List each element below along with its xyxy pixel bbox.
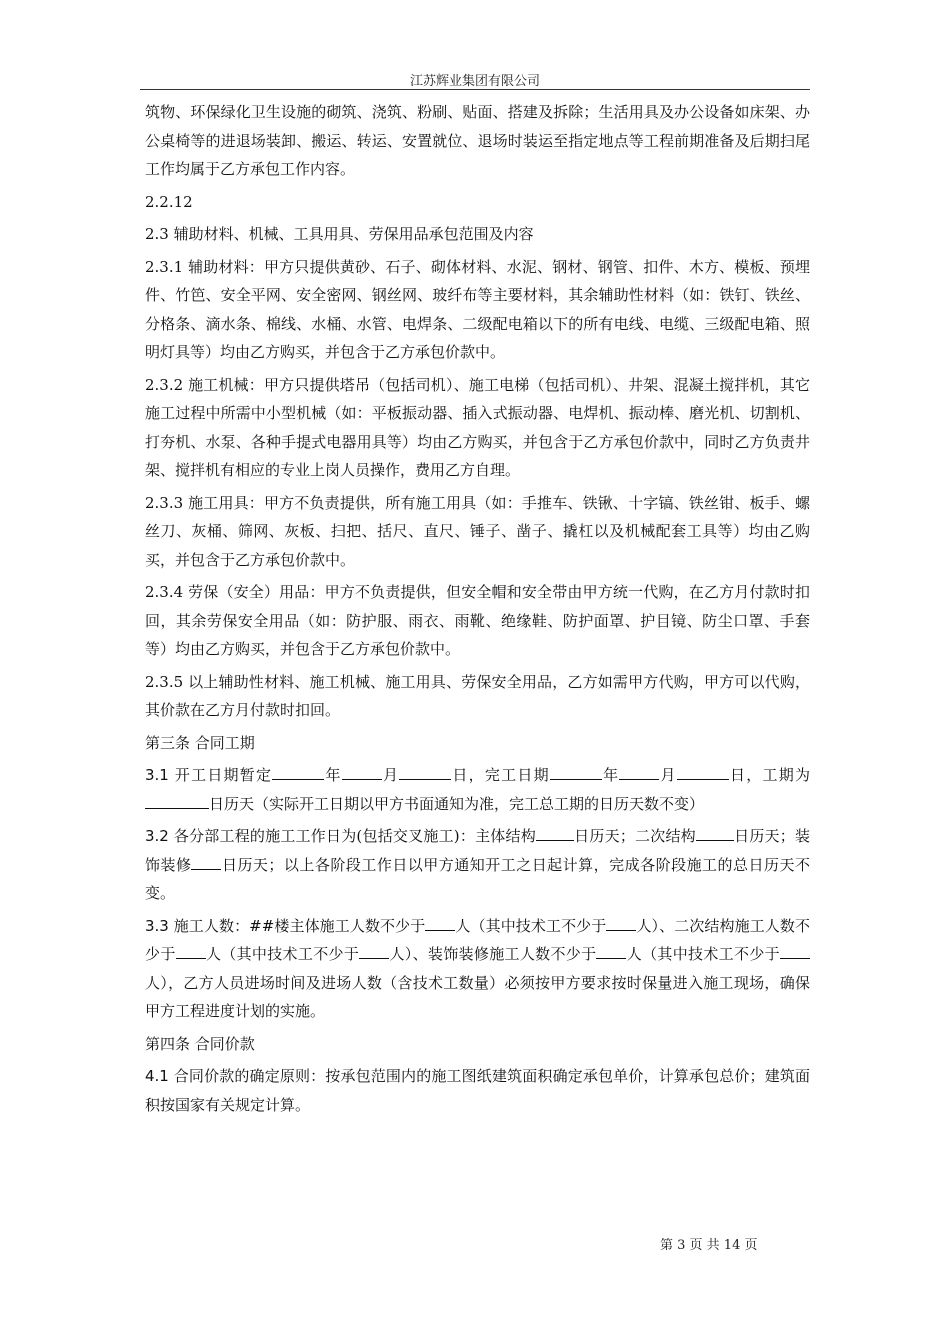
blank-field: [399, 765, 451, 780]
article-3-heading: 第三条 合同工期: [145, 733, 255, 752]
blank-field: [191, 855, 221, 870]
text-segment: 开工日期暂定: [168, 766, 273, 784]
text-segment: 人（其中技术工不少于: [455, 916, 607, 935]
clause-3-1: [145, 761, 810, 818]
text-segment: 年: [324, 766, 342, 784]
text-segment: 人（其中技术工不少于: [205, 945, 360, 963]
paragraph-continuation: 筑物、环保绿化卫生设施的砌筑、浇筑、粉刷、贴面、搭建及拆除；生活用具及办公设备如床架、办公桌椅等的进退场装卸、搬运、转运、安置就位、退场时装运至指定地点等工程前期准备及后期扫尾工作均属于乙方承包工作内容。: [145, 103, 810, 178]
blank-field: [619, 765, 659, 780]
text-segment: 日历天；装饰装修: [145, 827, 810, 874]
clause-2-3-5: 2.3.5 以上辅助性材料、施工机械、施工用具、劳保安全用品，乙方如需甲方代购，甲方可以代购，其价款在乙方月付款时扣回。: [145, 672, 810, 719]
clause-2-3-4: 2.3.4 劳保（安全）用品：甲方不负责提供，但安全帽和安全带由甲方统一代购，在乙方月付款时扣回，其余劳保安全用品（如：防护服、雨衣、雨靴、绝缘鞋、防护面罩、护目镜、防尘口罩、手套等）均由乙方购买，并包含于乙方承包价款中。: [145, 583, 810, 658]
header-divider: [140, 89, 810, 90]
blank-field: [176, 944, 206, 959]
text-segment: 合同价款的确定原则：按承包范围内的施工图纸建筑面积确定承包单价，计算承包总价；建筑面积按国家有关规定计算。: [145, 1067, 810, 1114]
text-segment: 年: [601, 766, 620, 784]
document-body: [145, 98, 810, 1123]
clause-4-1: [145, 1062, 810, 1119]
clause-number: 4.1: [145, 1067, 169, 1085]
text-segment: 人），乙方人员进场时间及进场人数（含技术工数量）必须按甲方要求按时保量进入施工现场，确保甲方工程进度计划的实施。: [145, 973, 810, 1020]
page-footer: 第 3 页 共 14 页: [660, 1238, 758, 1253]
text-segment: 各分部工程的施工工作日为(包括交叉施工)：主体结构: [168, 827, 536, 845]
page-header: 江苏辉业集团有限公司: [409, 74, 540, 89]
text-segment: 施工人数：##楼主体施工人数不少于: [168, 916, 426, 935]
blank-field: [606, 916, 636, 931]
text-segment: 日历天；二次结构: [573, 827, 696, 845]
text-segment: 人）、二次结构施工人数不少于: [145, 916, 810, 963]
blank-field: [342, 765, 382, 780]
clause-2-3-heading: 2.3 辅助材料、机械、工具用具、劳保用品承包范围及内容: [145, 225, 534, 243]
clause-3-3: [145, 912, 810, 1026]
blank-field: [359, 944, 389, 959]
text-segment: 人）、装饰装修施工人数不少于: [389, 945, 597, 963]
article-4-heading: 第四条 合同价款: [145, 1034, 255, 1053]
blank-field: [425, 916, 455, 931]
blank-field: [536, 826, 574, 841]
clause-2-3-3: 2.3.3 施工用具：甲方不负责提供，所有施工用具（如：手推车、铁锹、十字镐、铁丝钳、板手、螺丝刀、灰桶、筛网、灰板、扫把、括尺、直尺、锤子、凿子、撬杠以及机械配套工具等）均由乙购买，并包含于乙方承包价款中。: [145, 493, 810, 569]
text-segment: 月: [659, 766, 677, 784]
blank-field: [550, 765, 602, 780]
blank-field: [145, 794, 209, 809]
blank-field: [677, 765, 729, 780]
text-segment: 日历天（实际开工日期以甲方书面通知为准，完工总工期的日历天数不变）: [209, 794, 705, 813]
text-segment: 月: [381, 766, 400, 784]
text-segment: 日，工期为: [728, 766, 810, 784]
clause-number: 3.3: [145, 916, 169, 935]
blank-field: [272, 765, 324, 780]
text-segment: 日，完工日期: [451, 766, 550, 784]
blank-field: [780, 944, 810, 959]
clause-2-3-1: 2.3.1 辅助材料：甲方只提供黄砂、石子、砌体材料、水泥、钢材、钢管、扣件、木方、模板、预埋件、竹笆、安全平网、安全密网、钢丝网、玻纤布等主要材料，其余辅助性材料（如：铁钉、铁丝、分格条、滴水条、棉线、水桶、水管、电焊条、二级配电箱以下的所有电线、电缆、三级配电箱、照明灯具等）均由乙方购买，并包含于乙方承包价款中。: [145, 257, 810, 361]
blank-field: [596, 944, 626, 959]
clause-2-2-12: 2.2.12: [145, 192, 193, 211]
text-segment: 人（其中技术工不少于: [626, 945, 780, 963]
clause-3-2: [145, 822, 810, 908]
blank-field: [696, 826, 734, 841]
text-segment: 日历天；以上各阶段工作日以甲方通知开工之日起计算，完成各阶段施工的总日历天不变。: [145, 855, 810, 902]
clause-number: 3.1: [145, 766, 169, 784]
clause-number: 3.2: [145, 827, 169, 845]
clause-2-3-2: 2.3.2 施工机械：甲方只提供塔吊（包括司机）、施工电梯（包括司机）、井架、混凝土搅拌机，其它施工过程中所需中小型机械（如：平板振动器、插入式振动器、电焊机、振动棒、磨光机、切割机、打夯机、水泵、各种手提式电器用具等）均由乙方购买，并包含于乙方承包价款中，同时乙方负责井架、搅拌机有相应的专业上岗人员操作，费用乙方自理。: [145, 375, 810, 479]
